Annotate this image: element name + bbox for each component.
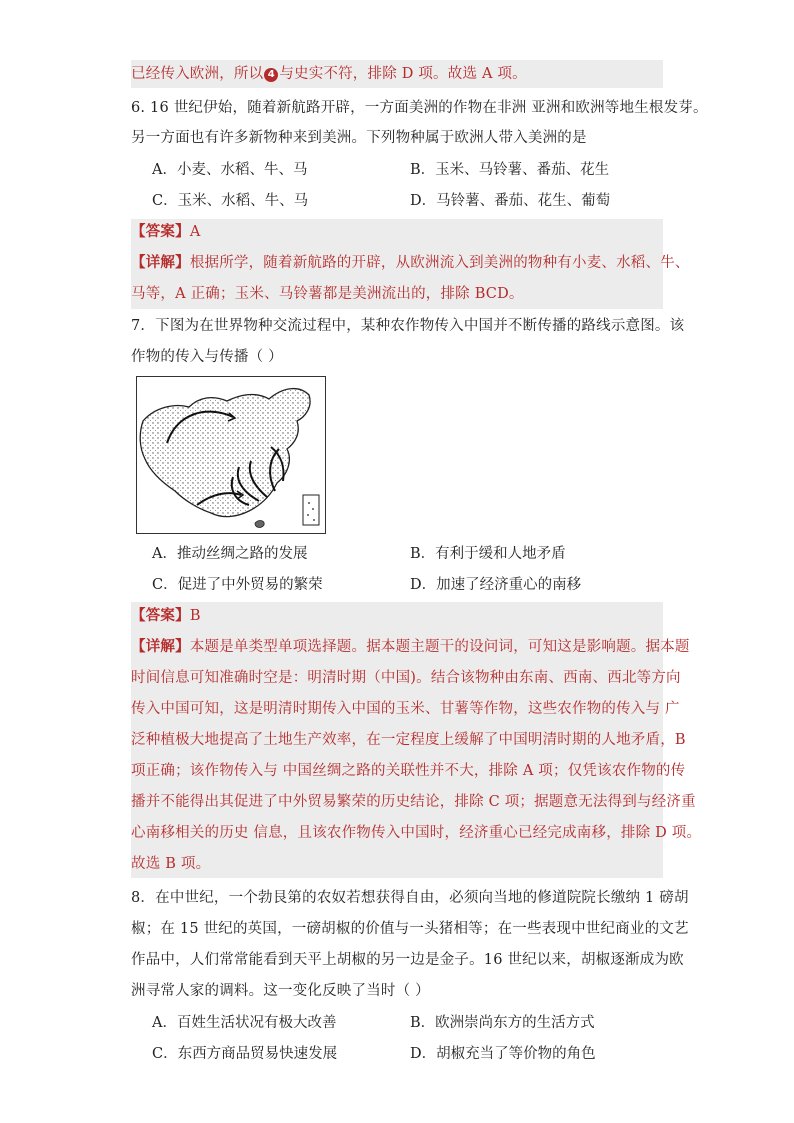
carryover-answer-line: [131, 64, 527, 84]
q6-stem-line-1: 6. 16 世纪伊始，随着新航路开辟，一方面美洲的作物在非洲 亚洲和欧洲等地生根发芽。: [131, 100, 708, 116]
q6-answer-line: [131, 222, 200, 242]
q6-option-b[interactable]: B．玉米、马铃薯、番茄、花生: [410, 162, 610, 178]
q7-detail-line-2: 时间信息可知准确时空是：明清时期（中国)。结合该物种由东南、西南、西北等方向: [131, 670, 681, 686]
q6-answer-label: 【答案】: [131, 223, 190, 240]
q7-detail-line-1: [131, 637, 690, 657]
q7-detail-line-8: 故选 B 项。: [131, 856, 211, 872]
q7-answer-value: B: [189, 608, 201, 624]
q6-detail-text-1: 根据所学，随着新航路的开辟，从欧洲流入到美洲的物种有小麦、水稻、牛、: [189, 255, 690, 271]
q8-stem-line-3: 作品中，人们常常能看到天平上胡椒的另一边是金子。16 世纪以来，胡椒逐渐成为欧: [131, 952, 684, 968]
q7-stem-line-2: 作物的传入与传播（ ）: [131, 349, 283, 365]
q7-detail-label: 【详解】: [131, 638, 190, 655]
circled-number-4: 4: [264, 68, 278, 82]
q6-stem-line-2: 另一方面也有许多新物种来到美洲。下列物种属于欧洲人带入美洲的是: [131, 130, 587, 146]
q7-detail-text-1: 本题是单类型单项选择题。据本题主题干的设问词，可知这是影响题。据本题: [189, 639, 690, 655]
q6-option-a[interactable]: A．小麦、水稻、牛、马: [152, 162, 308, 178]
q8-option-a[interactable]: A．百姓生活状况有极大改善: [152, 1015, 337, 1031]
q7-detail-line-7: 心南移相关的历史 信息，且该农作物传入中国时，经济重心已经完成南移，排除 D 项。: [131, 825, 702, 841]
q7-answer-label: 【答案】: [131, 607, 190, 624]
q8-option-d[interactable]: D．胡椒充当了等价物的角色: [410, 1046, 596, 1062]
q8-stem-line-2: 椒；在 15 世纪的英国，一磅胡椒的价值与一头猪相等；在一些表现中世纪商业的文艺: [131, 921, 689, 937]
q7-detail-line-3: 传入中国可知，这是明清时期传入中国的玉米、甘薯等作物，这些农作物的传入与 广: [131, 701, 680, 717]
q8-option-b[interactable]: B．欧洲崇尚东方的生活方式: [410, 1015, 595, 1031]
q8-option-c[interactable]: C．东西方商品贸易快速发展: [152, 1046, 338, 1062]
q6-option-c[interactable]: C．玉米、水稻、牛、马: [152, 193, 309, 209]
q6-answer-value: A: [189, 224, 201, 240]
q7-detail-line-5: 项正确；该作物传入与 中国丝绸之路的关联性并不大，排除 A 项；仅凭该农作物的传: [131, 763, 686, 779]
q8-stem-line-4: 洲寻常人家的调料。这一变化反映了当时（ ）: [131, 983, 430, 999]
carryover-text-a: 已经传入欧洲，所以: [131, 66, 264, 82]
q6-detail-label: 【详解】: [131, 254, 190, 271]
q6-detail-line-1: [131, 253, 690, 273]
q6-detail-line-2: 马等，A 正确；玉米、马铃薯都是美洲流出的，排除 BCD。: [131, 286, 524, 302]
q7-stem-line-1: 7．下图为在世界物种交流过程中，某种农作物传入中国并不断传播的路线示意图。该: [131, 318, 685, 334]
q7-detail-line-4: 泛种植极大地提高了土地生产效率，在一定程度上缓解了中国明清时期的人地矛盾，B: [131, 732, 686, 748]
crop-route-map: [136, 376, 326, 534]
q7-answer-line: [131, 606, 201, 626]
q8-stem-line-1: 8．在中世纪，一个勃艮第的农奴若想获得自由，必须向当地的修道院院长缴纳 1 磅胡: [131, 890, 689, 906]
q7-option-c[interactable]: C．促进了中外贸易的繁荣: [152, 577, 323, 593]
q7-detail-line-6: 播并不能得出其促进了中外贸易繁荣的历史结论，排除 C 项；据题意无法得到与经济重: [131, 794, 696, 810]
q6-option-d[interactable]: D．马铃薯、番茄、花生、葡萄: [410, 193, 611, 209]
q7-option-d[interactable]: D．加速了经济重心的南移: [410, 577, 582, 593]
carryover-text-b: 与史实不符，排除 D 项。故选 A 项。: [279, 66, 527, 82]
q7-option-b[interactable]: B．有利于缓和人地矛盾: [410, 546, 566, 562]
q7-option-a[interactable]: A．推动丝绸之路的发展: [152, 546, 308, 562]
china-map-figure: [137, 377, 325, 533]
